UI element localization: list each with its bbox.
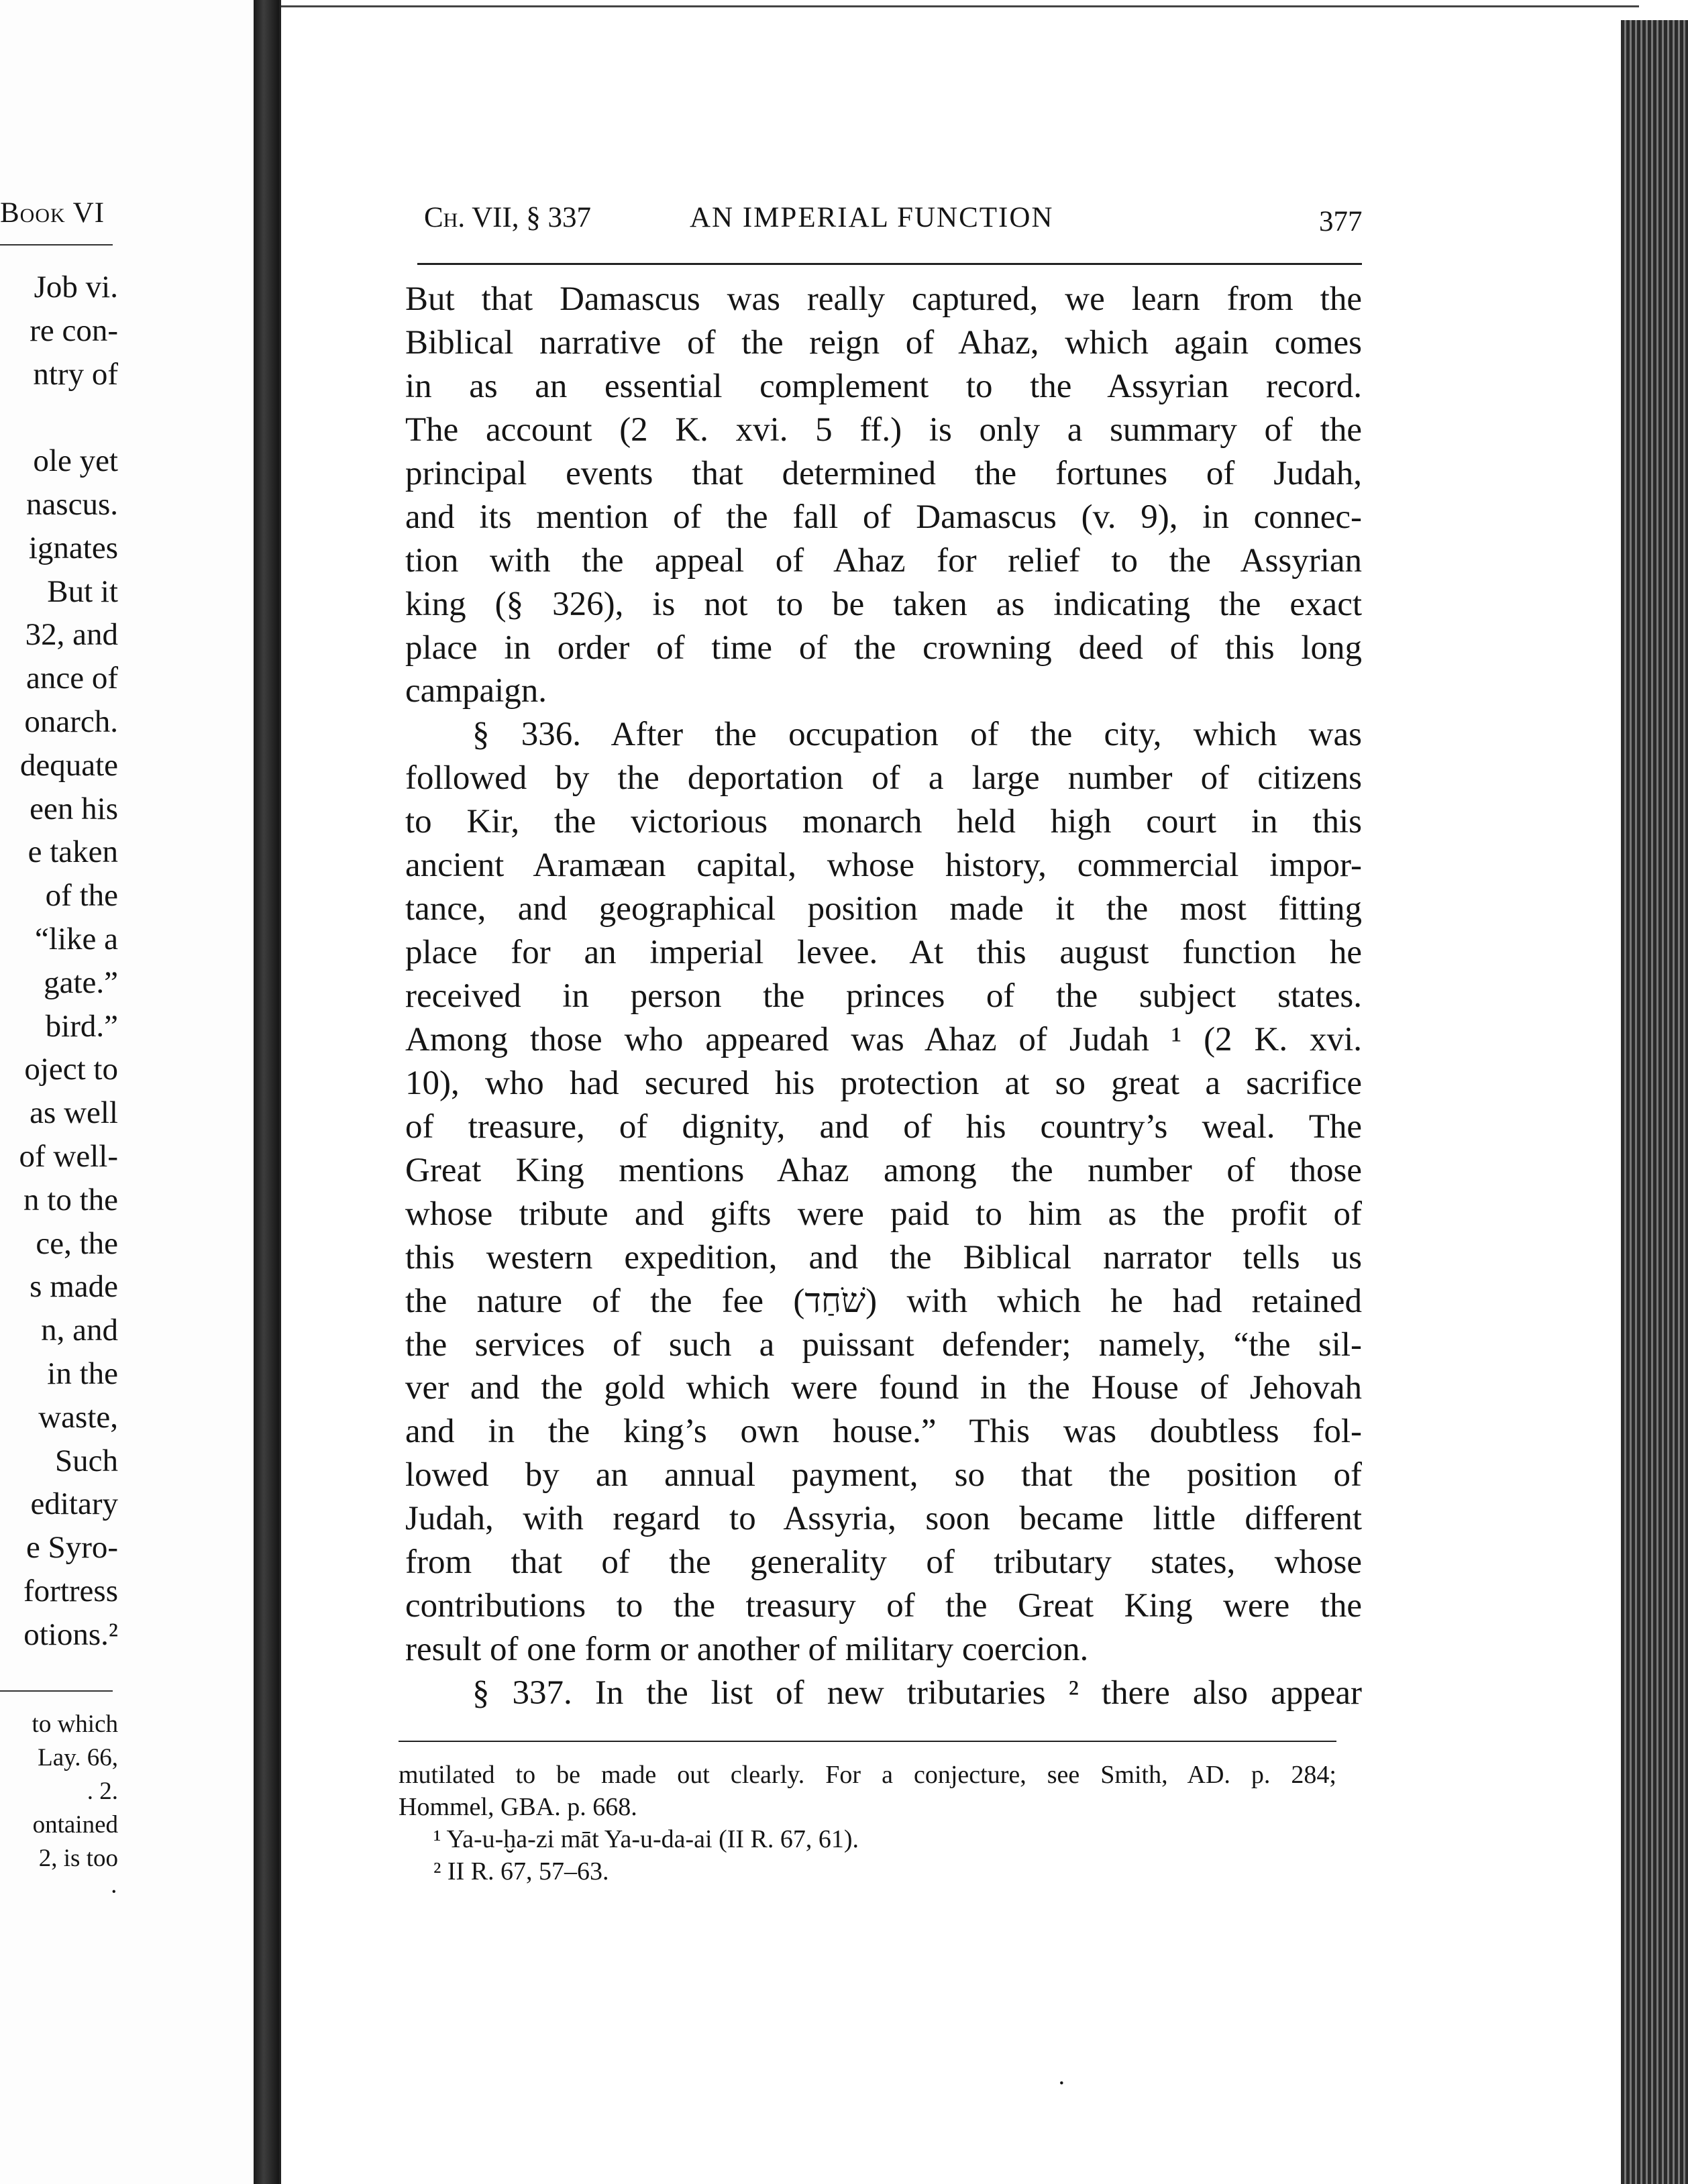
left-text-fragments xyxy=(19,266,118,1657)
left-text-line: n to the xyxy=(23,1182,118,1217)
text-line: place for an imperial levee. At this august function he xyxy=(405,934,1362,972)
text-line: and its mention of the fall of Damascus (v. 9), in connec- xyxy=(405,498,1362,536)
text-line: Great King mentions Ahaz among the number of those xyxy=(405,1151,1362,1189)
text-line: whose tribute and gifts were paid to him as the profit of xyxy=(405,1195,1362,1233)
left-footnote-line: to which xyxy=(32,1710,118,1738)
left-text-line: dequate xyxy=(19,747,118,783)
running-title: AN IMPERIAL FUNCTION xyxy=(690,202,1054,233)
text-line: But that Damascus was really captured, we learn from the xyxy=(405,280,1362,318)
left-text-line: 32, and xyxy=(25,617,118,653)
page-top-edge xyxy=(281,5,1639,7)
left-text-line xyxy=(19,396,118,439)
footnote-rule xyxy=(399,1741,1336,1742)
left-text-line: s made xyxy=(30,1269,118,1305)
left-text-line: oject to xyxy=(24,1052,118,1087)
left-text-line: gate.” xyxy=(44,965,118,1000)
text-line: in as an essential complement to the Assyrian record. xyxy=(405,367,1362,405)
text-line: king (§ 326), is not to be taken as indicating the exact xyxy=(405,585,1362,623)
text-line: ver and the gold which were found in the House of Jehovah xyxy=(405,1369,1362,1407)
left-running-head: Book VI xyxy=(0,197,105,229)
left-text-line: waste, xyxy=(38,1399,118,1435)
left-text-line: re con- xyxy=(30,313,118,348)
left-text-line: of well- xyxy=(19,1138,118,1174)
left-footnote-line: . 2. xyxy=(87,1778,118,1805)
left-text-line: nascus. xyxy=(25,486,118,522)
text-line: received in person the princes of the subject states. xyxy=(405,977,1362,1015)
left-footnote-rule xyxy=(0,1690,113,1692)
text-line: Judah, with regard to Assyria, soon became little different xyxy=(405,1500,1362,1538)
left-footnote-line: ontained xyxy=(32,1811,118,1839)
left-text-line: “like a xyxy=(35,921,118,957)
text-line: result of one form or another of military coercion. xyxy=(405,1631,1089,1669)
left-text-line: e Syro- xyxy=(25,1530,118,1566)
text-line: § 336. After the occupation of the city, which was xyxy=(472,716,1362,754)
text-line: of treasure, of dignity, and of his country’s weal. The xyxy=(405,1107,1362,1146)
left-text-line: as well xyxy=(30,1095,118,1131)
left-text-line: bird.” xyxy=(45,1008,118,1044)
left-text-line: een his xyxy=(30,791,118,826)
left-text-line: n, and xyxy=(41,1313,118,1348)
left-text-line: e taken xyxy=(28,834,118,870)
text-line: the services of such a puissant defender; namely, “the sil- xyxy=(405,1325,1362,1364)
left-text-line: But it xyxy=(47,574,118,609)
text-line: Biblical narrative of the reign of Ahaz, which again comes xyxy=(405,323,1362,362)
left-footnote-line: Lay. 66, xyxy=(38,1744,118,1771)
text-line: ancient Aramæan capital, whose history, commercial impor- xyxy=(405,847,1362,885)
left-text-line: onarch. xyxy=(24,704,118,739)
text-line: The account (2 K. xvi. 5 ff.) is only a summary of the xyxy=(405,411,1362,449)
header-rule xyxy=(417,263,1362,265)
left-text-line: in the xyxy=(47,1356,118,1391)
footnote-line: mutilated to be made out clearly. For a conjecture, see Smith, AD. p. 284; xyxy=(399,1761,1336,1789)
left-text-line: ance of xyxy=(26,661,118,696)
text-line: 10), who had secured his protection at so great a sacrifice xyxy=(405,1064,1362,1102)
stray-mark: · xyxy=(1057,2069,1066,2097)
running-header xyxy=(424,201,1363,241)
left-page-fragment xyxy=(0,0,254,2184)
text-line: Among those who appeared was Ahaz of Judah ¹ (2 K. xvi. xyxy=(405,1020,1362,1058)
page-edges xyxy=(1621,20,1688,2184)
book-gutter xyxy=(254,0,279,2184)
footnote-line: ² II R. 67, 57–63. xyxy=(433,1857,609,1886)
text-line: place in order of time of the crowning deed of this long xyxy=(405,629,1362,667)
left-text-line: ntry of xyxy=(33,356,118,392)
text-line: this western expedition, and the Biblical narrator tells us xyxy=(405,1238,1362,1276)
page-number: 377 xyxy=(1319,206,1363,237)
left-text-line: of the xyxy=(45,878,118,914)
text-line: campaign. xyxy=(405,672,547,710)
left-text-line: ignates xyxy=(28,530,118,565)
text-line: from that of the generality of tributary states, whose xyxy=(405,1543,1362,1582)
left-text-line: fortress xyxy=(23,1573,118,1608)
text-line: and in the king’s own house.” This was doubtless fol- xyxy=(405,1413,1362,1451)
text-line: tion with the appeal of Ahaz for relief to the Assyrian xyxy=(405,541,1362,580)
left-text-line: ole yet xyxy=(33,443,118,479)
left-footnote-line: 2, is too xyxy=(38,1845,118,1872)
left-footnote-line: · xyxy=(109,1878,118,1906)
body-text xyxy=(405,278,1362,1715)
chapter-reference: Ch. VII, § 337 xyxy=(424,202,592,233)
text-line: tance, and geographical position made it the most fitting xyxy=(405,890,1362,928)
text-line: followed by the deportation of a large number of citizens xyxy=(405,759,1362,798)
left-text-line: Job vi. xyxy=(34,270,118,305)
text-line: principal events that determined the fortunes of Judah, xyxy=(405,454,1362,492)
text-line: the nature of the fee (שֹׁחַד) with which he had retained xyxy=(405,1282,1363,1320)
left-footnote-fragments xyxy=(32,1708,118,1909)
left-text-line: editary xyxy=(30,1486,118,1522)
text-line: § 337. In the list of new tributaries ² there also appear xyxy=(472,1674,1362,1712)
text-line: lowed by an annual payment, so that the position of xyxy=(405,1456,1362,1494)
footnotes xyxy=(399,1759,1336,1888)
text-line: contributions to the treasury of the Great King were the xyxy=(405,1587,1362,1625)
left-text-line: Such xyxy=(55,1443,118,1478)
left-text-line: ce, the xyxy=(36,1225,118,1261)
text-line: to Kir, the victorious monarch held high court in this xyxy=(405,803,1362,841)
left-header-rule xyxy=(0,244,113,245)
left-text-line: otions.² xyxy=(23,1617,118,1652)
footnote-line: ¹ Ya-u-ḫa-zi māt Ya-u-da-ai (II R. 67, 61). xyxy=(433,1825,859,1853)
footnote-line: Hommel, GBA. p. 668. xyxy=(399,1793,637,1821)
